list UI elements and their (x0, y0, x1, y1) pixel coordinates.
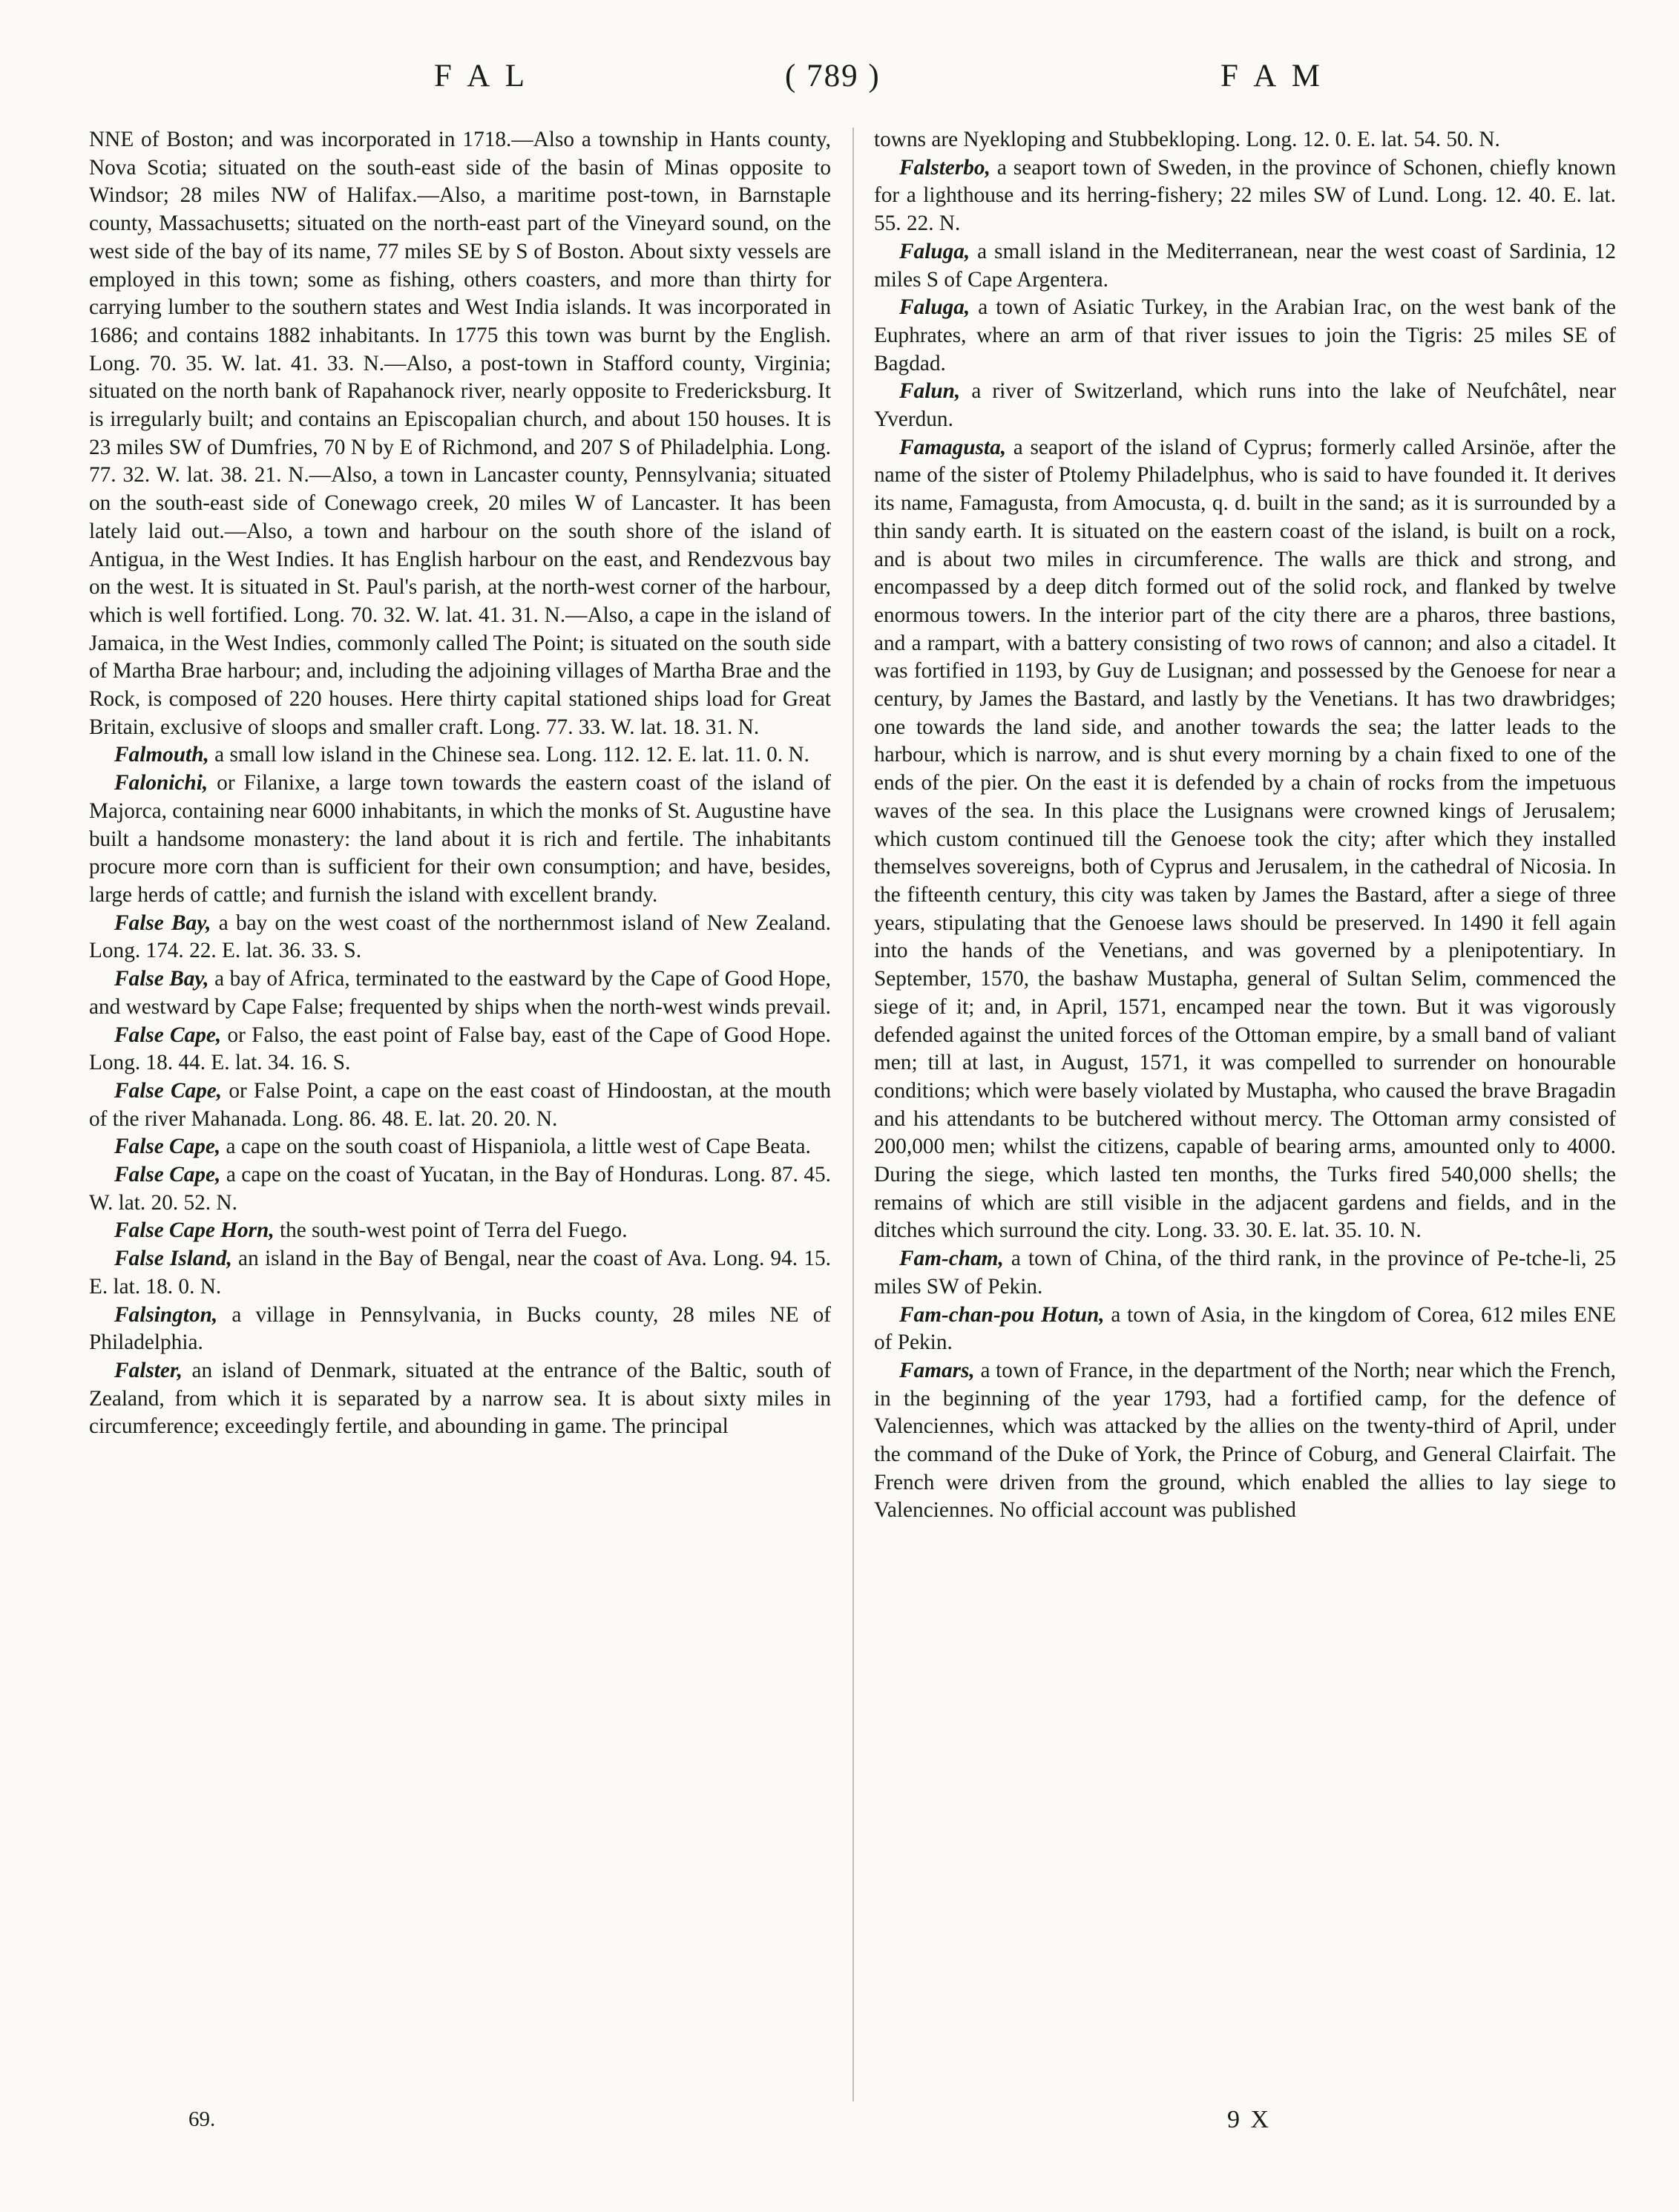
entry-text: or Falso, the east point of False bay, east of the Cape of Good Hope. Long. 18. 44. E. lat. 34. 16. S. (89, 1023, 831, 1075)
entry-headword: False Cape, (114, 1163, 221, 1187)
dictionary-entry (89, 126, 831, 741)
entry-text: a bay of Africa, terminated to the eastward by the Cape of Good Hope, and westward by Cape False; frequented by ships when the north-west winds prevail. (89, 967, 831, 1019)
entry-text: a cape on the coast of Yucatan, in the Bay of Honduras. Long. 87. 45. W. lat. 20. 52. N. (89, 1163, 831, 1215)
entry-headword: False Bay, (114, 910, 211, 935)
entry-headword: Falmouth, (114, 743, 209, 767)
dictionary-entry (89, 1245, 831, 1301)
dictionary-entry (89, 769, 831, 910)
entry-headword: Famars, (899, 1358, 975, 1382)
entry-text: a town of Asiatic Turkey, in the Arabian Irac, on the west bank of the Euphrates, where an arm of that river issues to join the Tigris: 25 miles SE of Bagdad. (874, 295, 1616, 375)
entry-headword: False Cape, (114, 1078, 223, 1103)
entry-text: or False Point, a cape on the east coast of Hindoostan, at the mouth of the river Mahanada. Long. 86. 48. E. lat. 20. 20. N. (89, 1078, 831, 1131)
entry-headword: False Bay, (114, 967, 209, 991)
entry-text: an island in the Bay of Bengal, near the coast of Ava. Long. 94. 15. E. lat. 18. 0. N. (89, 1247, 831, 1299)
signature-mark: 69. (188, 2107, 216, 2131)
dictionary-entry (874, 238, 1616, 294)
left-column (89, 126, 831, 1441)
dictionary-entry (89, 910, 831, 965)
dictionary-entry (874, 1245, 1616, 1301)
entry-text: a seaport of the island of Cyprus; formerly called Arsinöe, after the name of the sister of Ptolemy Philadelphus, who is said to have founded it. It derives its name, Famagusta, from Amocusta, q. d. built in the sand; as it is surrounded by a thin sandy earth. It is situated on the eastern coast of the island, is built on a rock, and is about two miles in circumference. The walls are thick and strong, and encompassed by a deep ditch formed out of the solid rock, and flanked by twelve enormous towers. In the interior part of the city there are a pharos, three bastions, and a rampart, with a battery consisting of two rows of cannon; and also a citadel. It was fortified in 1193, by Guy de Lusignan; and possessed by the Genoese for near a century, by James the Bastard, and lastly by the Venetians. It has two drawbridges; one towards the land side, and another towards the sea; the latter leads to the harbour, which is narrow, and is shut every morning by a chain fixed to one of the ends of the pier. On the east it is defended by a chain of rocks from the impetuous waves of the sea. In this place the Lusignans were crowned kings of Jerusalem; which custom continued till the Genoese took the city; after which they installed themselves sovereigns, both of Cyprus and Jerusalem, in the cathedral of Nicosia. In the fifteenth century, this city was taken by James the Bastard, after a siege of three years, stipulating that the Genoese laws should be preserved. In 1490 it fell again into the hands of the Venetians, and was governed by a plenipotentiary. In September, 1570, the bashaw Mustapha, general of Sultan Selim, commenced the siege of it; and, in April, 1571, encamped near the town. But it was vigorously defended against the united forces of the Ottoman empire, by a small band of valiant men; till at last, in August, 1571, it was compelled to surrender on honourable conditions; which were basely violated by Mustapha, who caused the brave Bragadin and his attendants to be butchered without mercy. The Ottoman army consisted of 200,000 men; whilst the citizens, capable of bearing arms, amounted only to 4000. During the siege, which lasted ten months, the Turks fired 540,000 shells; the remains of which are still visible in the adjacent gardens and fields, and in the ditches which surround the city. Long. 33. 30. E. lat. 35. 10. N. (874, 435, 1616, 1243)
entry-text: the south-west point of Terra del Fuego. (274, 1218, 628, 1243)
entry-text: NNE of Boston; and was incorporated in 1718.—Also a township in Hants county, Nova Scotia; situated on the south-east side of the basin of Minas opposite to Windsor; 28 miles NW of Halifax.—Also, a maritime post-town, in Barnstaple county, Massachusetts; situated on the north-east part of the Vineyard sound, on the west side of the bay of its name, 77 miles SE by S of Boston. About sixty vessels are employed in this town; some as fishing, others coasters, and more than thirty for carrying lumber to the southern states and West India islands. It was incorporated in 1686; and contains 1882 inhabitants. In 1775 this town was burnt by the English. Long. 70. 35. W. lat. 41. 33. N.—Also, a post-town in Stafford county, Virginia; situated on the north bank of Rapahanock river, nearly opposite to Fredericksburg. It is irregularly built; and contains an Episcopalian church, and about 150 houses. It is 23 miles SW of Dumfries, 70 N by E of Richmond, and 207 S of Philadelphia. Long. 77. 32. W. lat. 38. 21. N.—Also, a town in Lancaster county, Pennsylvania; situated on the south-east side of Conewago creek, 20 miles W of Lancaster. It has been lately laid out.—Also, a town and harbour on the south shore of the island of Antigua, in the West Indies. It has English harbour on the east, and Rendezvous bay on the west. It is situated in St. Paul's parish, at the north-west corner of the harbour, which is well fortified. Long. 70. 32. W. lat. 41. 31. N.—Also, a cape in the island of Jamaica, in the West Indies, commonly called The Point; is situated on the south side of Martha Brae harbour; and, including the adjoining villages of Martha Brae and the Rock, is composed of 220 houses. Here thirty capital stationed ships load for Great Britain, exclusive of sloops and smaller craft. Long. 77. 33. W. lat. 18. 31. N. (89, 128, 831, 739)
dictionary-entry (89, 1161, 831, 1217)
dictionary-entry (874, 1302, 1616, 1357)
entry-headword: Falun, (899, 379, 961, 404)
entry-headword: False Cape, (114, 1023, 222, 1047)
dictionary-entry (874, 1357, 1616, 1525)
column-divider (852, 128, 854, 2101)
dictionary-entry (89, 1077, 831, 1133)
entry-text: a town of China, of the third rank, in the province of Pe-tche-li, 25 miles SW of Pekin. (874, 1247, 1616, 1299)
entry-text: towns are Nyekloping and Stubbekloping. Long. 12. 0. E. lat. 54. 50. N. (874, 128, 1500, 151)
entry-text: or Filanixe, a large town towards the eastern coast of the island of Majorca, containing near 6000 inhabitants, in which the monks of St. Augustine have built a handsome monastery: the land about it is rich and fertile. The inhabitants procure more corn than is sufficient for their own consumption; and have, besides, large herds of cattle; and furnish the island with excellent brandy. (89, 771, 831, 907)
running-header (0, 58, 1679, 110)
dictionary-entry (874, 154, 1616, 238)
entry-headword: Famagusta, (899, 435, 1007, 459)
entry-headword: False Island, (114, 1247, 232, 1271)
entry-text: a small low island in the Chinese sea. Long. 112. 12. E. lat. 11. 0. N. (208, 743, 809, 767)
dictionary-entry (89, 1357, 831, 1441)
entry-headword: Falsington, (114, 1302, 218, 1327)
dictionary-entry (89, 1217, 831, 1245)
entry-text: a cape on the south coast of Hispaniola, a little west of Cape Beata. (220, 1135, 811, 1159)
entry-text: a town of France, in the department of the North; near which the French, in the beginning of the year 1793, had a fortified camp, for the defence of Valenciennes, which was attacked by the allies on the twenty-third of April, under the command of the Duke of York, the Prince of Coburg, and General Clairfait. The French were driven from the ground, which enabled the allies to lay siege to Valenciennes. No official account was published (874, 1358, 1616, 1523)
entry-headword: Faluga, (899, 239, 970, 263)
entry-headword: Fam-chan-pou Hotun, (899, 1302, 1105, 1327)
entry-headword: Faluga, (899, 295, 970, 320)
dictionary-entry (89, 965, 831, 1021)
entry-headword: False Cape Horn, (114, 1218, 275, 1243)
entry-text: a small island in the Mediterranean, near the west coast of Sardinia, 12 miles S of Cape Argentera. (874, 239, 1616, 292)
dictionary-entry (89, 1022, 831, 1077)
entry-headword: Falster, (114, 1358, 183, 1382)
header-left: F A L (434, 59, 529, 93)
dictionary-entry (874, 126, 1616, 154)
entry-text: a river of Switzerland, which runs into the lake of Neufchâtel, near Yverdun. (874, 379, 1616, 432)
entry-headword: Fam-cham, (899, 1247, 1004, 1271)
dictionary-entry (89, 1133, 831, 1161)
entry-headword: False Cape, (114, 1135, 221, 1159)
entry-text: a seaport town of Sweden, in the province of Schonen, chiefly known for a lighthouse and its herring-fishery; 22 miles SW of Lund. Long. 12. 40. E. lat. 55. 22. N. (874, 155, 1616, 236)
header-right: F A M (1220, 59, 1324, 93)
catchword: 9 X (1227, 2106, 1272, 2133)
entry-headword: Falsterbo, (899, 155, 990, 180)
dictionary-entry (89, 1302, 831, 1357)
dictionary-entry (89, 741, 831, 769)
entry-text: an island of Denmark, situated at the entrance of the Baltic, south of Zealand, from which it is separated by a narrow sea. It is about sixty miles in circumference; exceedingly fertile, and abounding in game. The principal (89, 1358, 831, 1439)
entry-text: a town of Asia, in the kingdom of Corea, 612 miles ENE of Pekin. (874, 1302, 1616, 1355)
dictionary-entry (874, 294, 1616, 378)
entry-text: a bay on the west coast of the northernmost island of New Zealand. Long. 174. 22. E. lat. 36. 33. S. (89, 910, 831, 963)
entry-text: a village in Pennsylvania, in Bucks county, 28 miles NE of Philadelphia. (89, 1302, 831, 1355)
dictionary-entry (874, 434, 1616, 1245)
entry-headword: Falonichi, (114, 771, 208, 795)
right-column (874, 126, 1616, 1525)
dictionary-entry (874, 378, 1616, 433)
page-number: ( 789 ) (785, 59, 881, 93)
